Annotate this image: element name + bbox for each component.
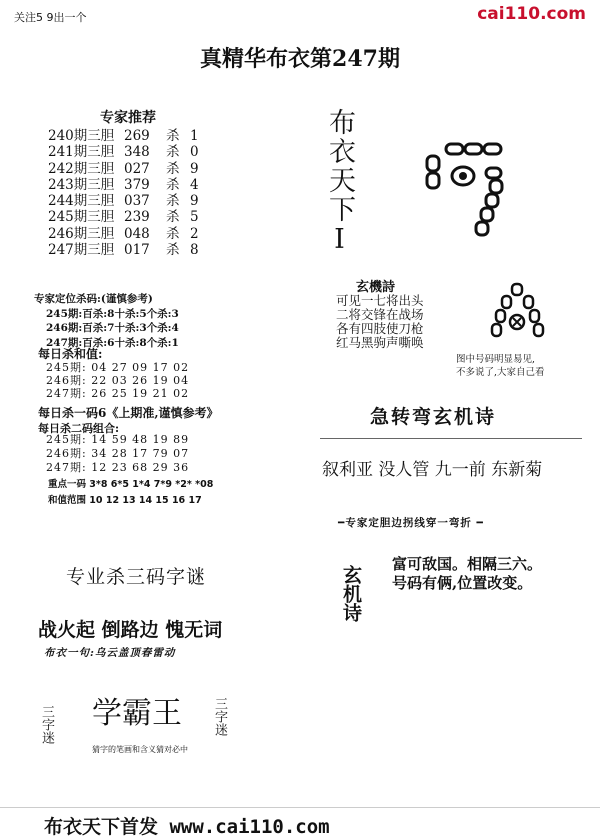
expert-row bbox=[48, 242, 199, 258]
expert-period: 244期三胆 bbox=[48, 193, 115, 210]
buyi-line: 布衣一句:乌云盖顶春雷动 bbox=[44, 647, 176, 659]
expert-row bbox=[48, 209, 199, 225]
expert-digits: 017 bbox=[124, 242, 150, 259]
expert-kill-value: 9 bbox=[190, 193, 199, 210]
expert-kill-value: 8 bbox=[190, 242, 199, 259]
xuanji-poem-line: 红马黑驹声嘶唤 bbox=[336, 335, 424, 350]
riddle-poem-divider bbox=[320, 438, 582, 439]
expert-kill-label: 杀 bbox=[166, 209, 180, 226]
expert-digits: 037 bbox=[124, 193, 150, 210]
riddle-poem-title: 急转弯玄机诗 bbox=[370, 406, 497, 428]
expert-kill-label: 杀 bbox=[166, 128, 180, 144]
expert-kill-label: 杀 bbox=[166, 160, 180, 177]
expert-row bbox=[48, 128, 199, 144]
xuanji-poem bbox=[336, 294, 424, 350]
expert-dan-line: ━专家定胆边拐线穿一弯折 ━ bbox=[338, 517, 484, 529]
position-kill-row: 245期:百杀:8十杀:5个杀:3 bbox=[46, 307, 179, 320]
site-link[interactable]: cai110.com bbox=[477, 4, 586, 24]
expert-period: 247期三胆 bbox=[48, 242, 115, 259]
expert-list bbox=[48, 128, 199, 258]
expert-row bbox=[48, 193, 199, 209]
expert-digits: 027 bbox=[124, 160, 150, 177]
sum-kill-row: 247期: 26 25 19 21 02 bbox=[46, 387, 190, 400]
position-kill-heading: 专家定位杀码:(谨慎参考) bbox=[34, 293, 153, 305]
chain-figure-2-icon bbox=[488, 282, 548, 350]
expert-kill-value: 4 bbox=[190, 176, 199, 193]
expert-kill-value: 1 bbox=[190, 128, 199, 144]
chain-note-line: 不多说了,大家自己看 bbox=[456, 367, 545, 378]
expert-row bbox=[48, 144, 199, 160]
position-kill-block bbox=[34, 292, 179, 350]
riddle-line: 战火起 倒路边 愧无词 bbox=[38, 619, 223, 641]
xuanji-poem-2-line: 号码有俩,位置改变。 bbox=[392, 574, 533, 592]
buyi-vertical-title: 布衣天下I bbox=[324, 108, 355, 257]
expert-kill-label: 杀 bbox=[166, 193, 180, 210]
expert-digits: 269 bbox=[124, 128, 150, 144]
sum-kill-block bbox=[38, 348, 189, 400]
daily-kill-one: 每日杀一码6《上期准,谨慎参考》 bbox=[38, 406, 219, 420]
xuanji-poem-2-line: 富可敌国。相隔三六。 bbox=[392, 555, 543, 573]
position-kill-row: 247期:百杀:6十杀:8个杀:1 bbox=[46, 336, 179, 349]
expert-period: 242期三胆 bbox=[48, 160, 115, 177]
expert-heading: 专家推荐 bbox=[100, 110, 156, 126]
expert-kill-value: 0 bbox=[190, 144, 199, 161]
sum-range: 和值范围 10 12 13 14 15 16 17 bbox=[48, 495, 202, 506]
expert-digits: 379 bbox=[124, 176, 150, 193]
expert-kill-label: 杀 bbox=[166, 176, 180, 193]
expert-digits: 239 bbox=[124, 209, 150, 226]
daily-kill-two-row: 247期: 12 23 68 29 36 bbox=[46, 461, 190, 474]
expert-kill-label: 杀 bbox=[166, 144, 180, 161]
sanzi-left: 三字迷 bbox=[39, 705, 54, 744]
chain-note bbox=[456, 353, 545, 379]
riddle-title: 学霸王 bbox=[92, 696, 182, 731]
xuanji-label: 玄機詩 bbox=[356, 280, 396, 295]
expert-digits: 348 bbox=[124, 144, 150, 161]
expert-kill-value: 2 bbox=[190, 225, 199, 242]
top-note: 关注5 9出一个 bbox=[14, 11, 87, 24]
sanzi-right: 三字迷 bbox=[212, 697, 227, 736]
riddle-heading: 专业杀三码字谜 bbox=[66, 566, 207, 588]
expert-kill-value: 5 bbox=[190, 209, 199, 226]
sum-kill-row: 246期: 22 03 26 19 04 bbox=[46, 374, 190, 387]
xuanji-poem-line: 可见一七将出头 bbox=[336, 293, 424, 308]
xuanji-poem-vertical-title: 玄机诗 bbox=[340, 565, 362, 622]
xuanji-poem-line: 各有四肢使刀枪 bbox=[336, 321, 424, 336]
expert-row bbox=[48, 161, 199, 177]
daily-kill-two-row: 245期: 14 59 48 19 89 bbox=[46, 433, 190, 446]
expert-period: 246期三胆 bbox=[48, 225, 115, 242]
riddle-poem-line: 叙利亚 没人管 九一前 东新菊 bbox=[322, 460, 543, 480]
position-kill-row: 246期:百杀:7十杀:3个杀:4 bbox=[46, 322, 179, 334]
expert-kill-label: 杀 bbox=[166, 225, 180, 242]
expert-row bbox=[48, 226, 199, 242]
sum-kill-row: 245期: 04 27 09 17 02 bbox=[46, 361, 190, 374]
key-code: 重点一码 3*8 6*5 1*4 7*9 *2* *08 bbox=[48, 479, 214, 490]
key-code-block bbox=[48, 477, 213, 509]
bottom-divider bbox=[0, 807, 600, 808]
expert-period: 241期三胆 bbox=[48, 144, 115, 161]
expert-period: 245期三胆 bbox=[48, 209, 115, 226]
expert-kill-value: 9 bbox=[190, 160, 199, 177]
expert-digits: 048 bbox=[124, 225, 150, 242]
expert-period: 240期三胆 bbox=[48, 128, 115, 144]
chain-note-line: 图中号码明显易见, bbox=[456, 354, 536, 365]
daily-kill-two-block bbox=[46, 433, 189, 475]
daily-kill-two-heading: 每日杀二码组合: bbox=[38, 422, 120, 435]
bottom-banner: 布衣天下首发 www.cai110.com bbox=[44, 816, 330, 838]
expert-period: 243期三胆 bbox=[48, 176, 115, 193]
xuanji-poem-line: 二将交锋在战场 bbox=[336, 307, 424, 322]
daily-kill-two-row: 246期: 34 28 17 79 07 bbox=[46, 447, 190, 460]
sum-kill-heading: 每日杀和值: bbox=[38, 347, 103, 361]
riddle-hint: 猜字的笔画和含义猜对必中 bbox=[92, 745, 188, 754]
chain-figure-icon bbox=[420, 138, 520, 238]
expert-kill-label: 杀 bbox=[166, 242, 180, 259]
expert-row bbox=[48, 177, 199, 193]
xuanji-poem-2 bbox=[392, 555, 542, 593]
page-title: 真精华布衣第247期 bbox=[200, 46, 400, 72]
